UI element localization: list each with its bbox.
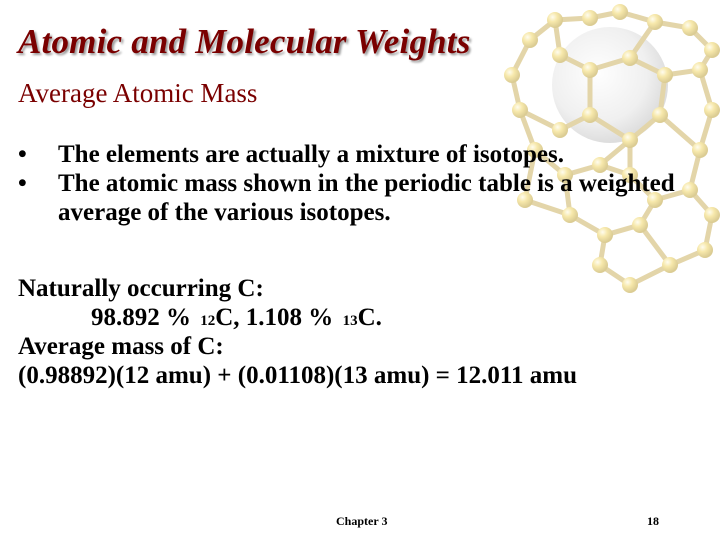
average-mass-label: Average mass of C:	[18, 333, 224, 360]
bullet-item	[18, 169, 678, 227]
average-mass-equation: (0.98892)(12 amu) + (0.01108)(13 amu) = 12.011 amu	[18, 362, 578, 389]
slide-subtitle: Average Atomic Mass	[18, 78, 258, 108]
footer-chapter: Chapter 3	[336, 514, 388, 528]
naturally-occurring-line: Naturally occurring C:	[18, 275, 264, 302]
bullet-text: The atomic mass shown in the periodic table is a weighted average of the various isotopes.	[58, 170, 675, 226]
c12-mass-number: 12	[200, 313, 216, 329]
isotope-percentages-line	[18, 303, 577, 332]
slide-title: Atomic and Molecular Weights	[18, 22, 471, 61]
c13-mass-number: 13	[342, 313, 358, 329]
bullet-item	[18, 140, 678, 169]
page-number: 18	[647, 514, 659, 528]
bullet-text: The elements are actually a mixture of isotopes.	[58, 141, 564, 168]
c12-percent: 98.892 %	[91, 304, 191, 331]
bullet-icon: •	[18, 141, 27, 168]
bullet-icon: •	[18, 170, 27, 197]
c13-percent: C, 1.108 %	[215, 304, 334, 331]
calculation-block	[18, 274, 577, 390]
carbon-symbol: C.	[357, 304, 382, 331]
bullet-list	[18, 140, 678, 227]
